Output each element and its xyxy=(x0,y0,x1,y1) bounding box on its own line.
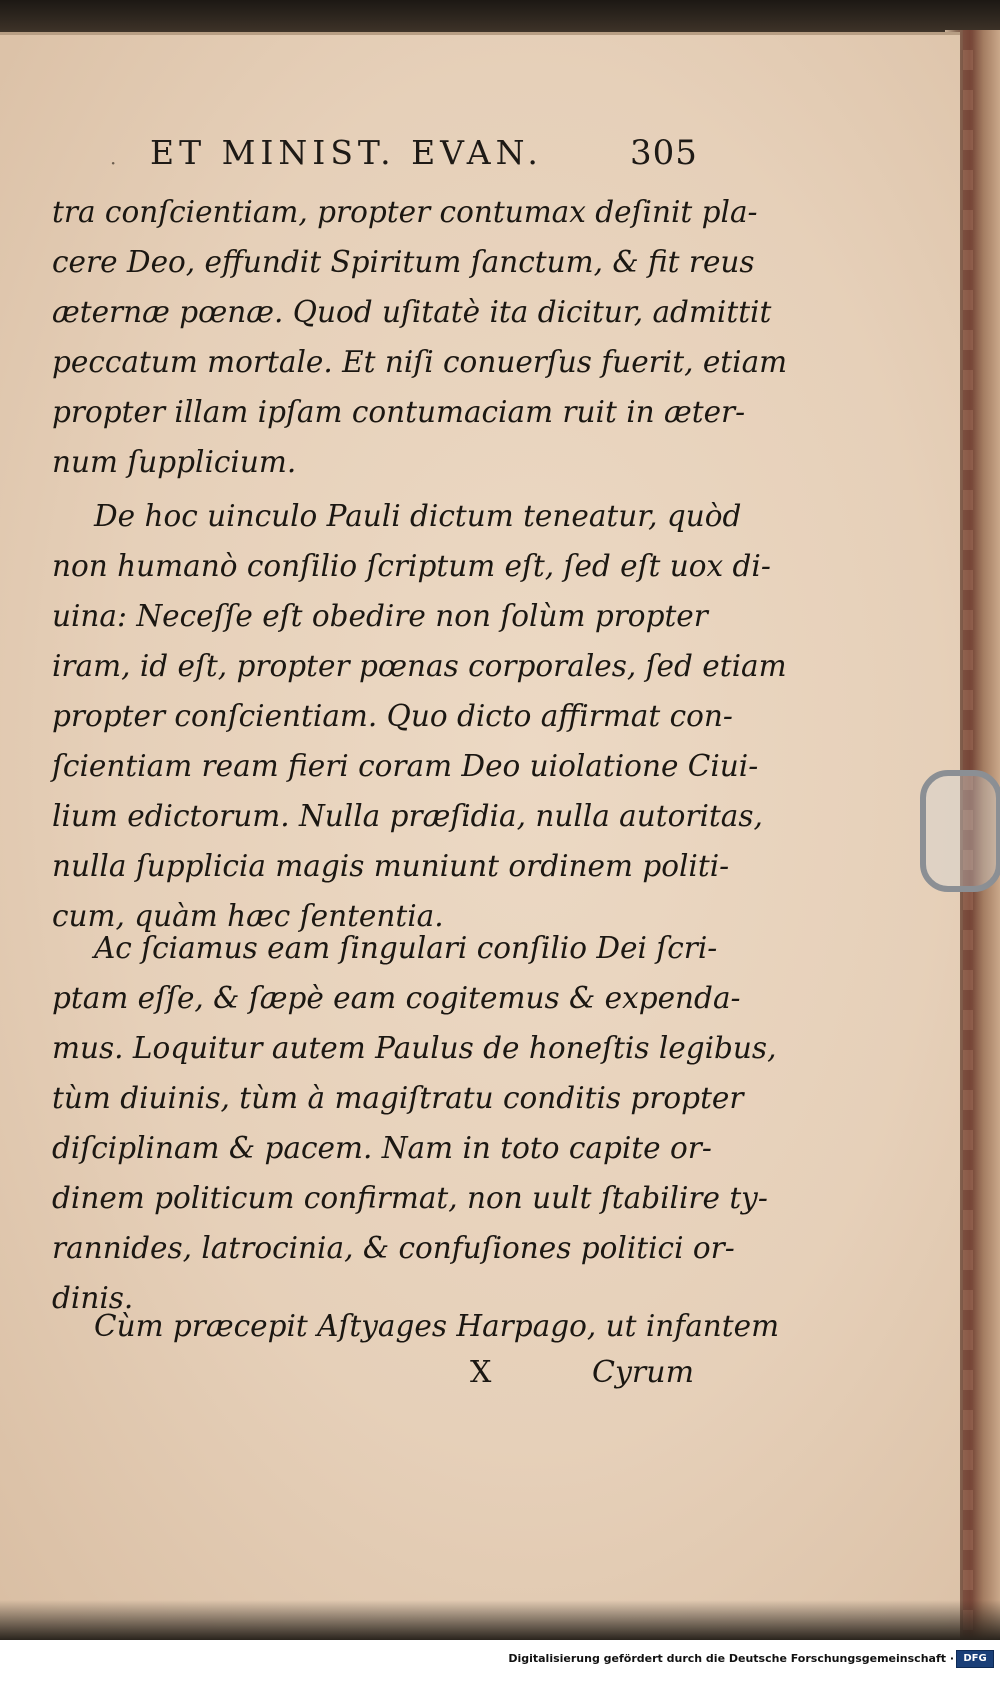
text-line: peccatum mortale. Et niſi conuerſus fuerit, etiam xyxy=(52,345,788,379)
text-line: mus. Loquitur autem Paulus de honeſtis legibus, xyxy=(52,1031,777,1065)
text-line: propter conſcientiam. Quo dicto affirmat con- xyxy=(52,699,733,733)
text-line: diſciplinam & pacem. Nam in toto capite or- xyxy=(52,1131,712,1165)
text-line: uina: Neceſſe eſt obedire non ſolùm propter xyxy=(52,599,708,633)
header-ornament: · xyxy=(110,151,122,175)
paragraph-2 xyxy=(52,491,787,941)
text-line: propter illam ipſam contumaciam ruit in æter- xyxy=(52,395,746,429)
paragraph-3 xyxy=(52,923,777,1323)
page-clip xyxy=(920,770,1000,892)
text-line: æternæ pœnæ. Quod uſitatè ita dicitur, admittit xyxy=(52,295,772,329)
text-line: ptam eſſe, & ſæpè eam cogitemus & expenda- xyxy=(52,981,741,1015)
text-line: De hoc uinculo Pauli dictum teneatur, quòd xyxy=(94,499,742,533)
page-bottom-shadow xyxy=(0,1600,1000,1640)
footer-bar xyxy=(0,1640,1000,1682)
text-line: rannides, latrocinia, & confuſiones politici or- xyxy=(52,1231,735,1265)
text-line: nulla ſupplicia magis muniunt ordinem politi- xyxy=(52,849,730,883)
text-line: non humanò conſilio ſcriptum eſt, ſed eſt uox di- xyxy=(52,549,771,583)
dfg-logo: DFG xyxy=(956,1650,994,1668)
text-line: num ſupplicium. xyxy=(52,445,297,479)
text-line: iram, id eſt, propter pœnas corporales, ſed etiam xyxy=(52,649,787,683)
text-line: dinem politicum confirmat, non uult ſtabilire ty- xyxy=(52,1181,768,1215)
text-line: cere Deo, effundit Spiritum ſanctum, & fit reus xyxy=(52,245,755,279)
running-title: ET MINIST. EVAN. xyxy=(150,133,543,172)
text-line: ſcientiam ream fieri coram Deo uiolatione Ciui- xyxy=(52,749,759,783)
funding-credit: Digitalisierung gefördert durch die Deutsche Forschungsgemeinschaft · xyxy=(508,1652,954,1665)
text-line: cum, quàm hæc ſententia. xyxy=(52,899,444,933)
paragraph-4 xyxy=(52,1301,780,1351)
text-line: tùm diuinis, tùm à magiſtratu conditis propter xyxy=(52,1081,744,1115)
text-line: Cùm præcepit Aſtyages Harpago, ut infantem xyxy=(94,1309,780,1343)
signature-mark: X xyxy=(470,1355,492,1390)
book-page xyxy=(0,32,960,1640)
text-line: tra conſcientiam, propter contumax deſinit pla- xyxy=(52,195,758,229)
paragraph-1 xyxy=(52,187,788,487)
text-line: lium edictorum. Nulla præſidia, nulla autoritas, xyxy=(52,799,763,833)
page-number: 305 xyxy=(630,133,698,173)
text-line: Ac ſciamus eam ſingulari conſilio Dei ſcri- xyxy=(94,931,718,965)
catchword: Cyrum xyxy=(592,1355,695,1390)
text-line: dinis. xyxy=(52,1281,134,1315)
